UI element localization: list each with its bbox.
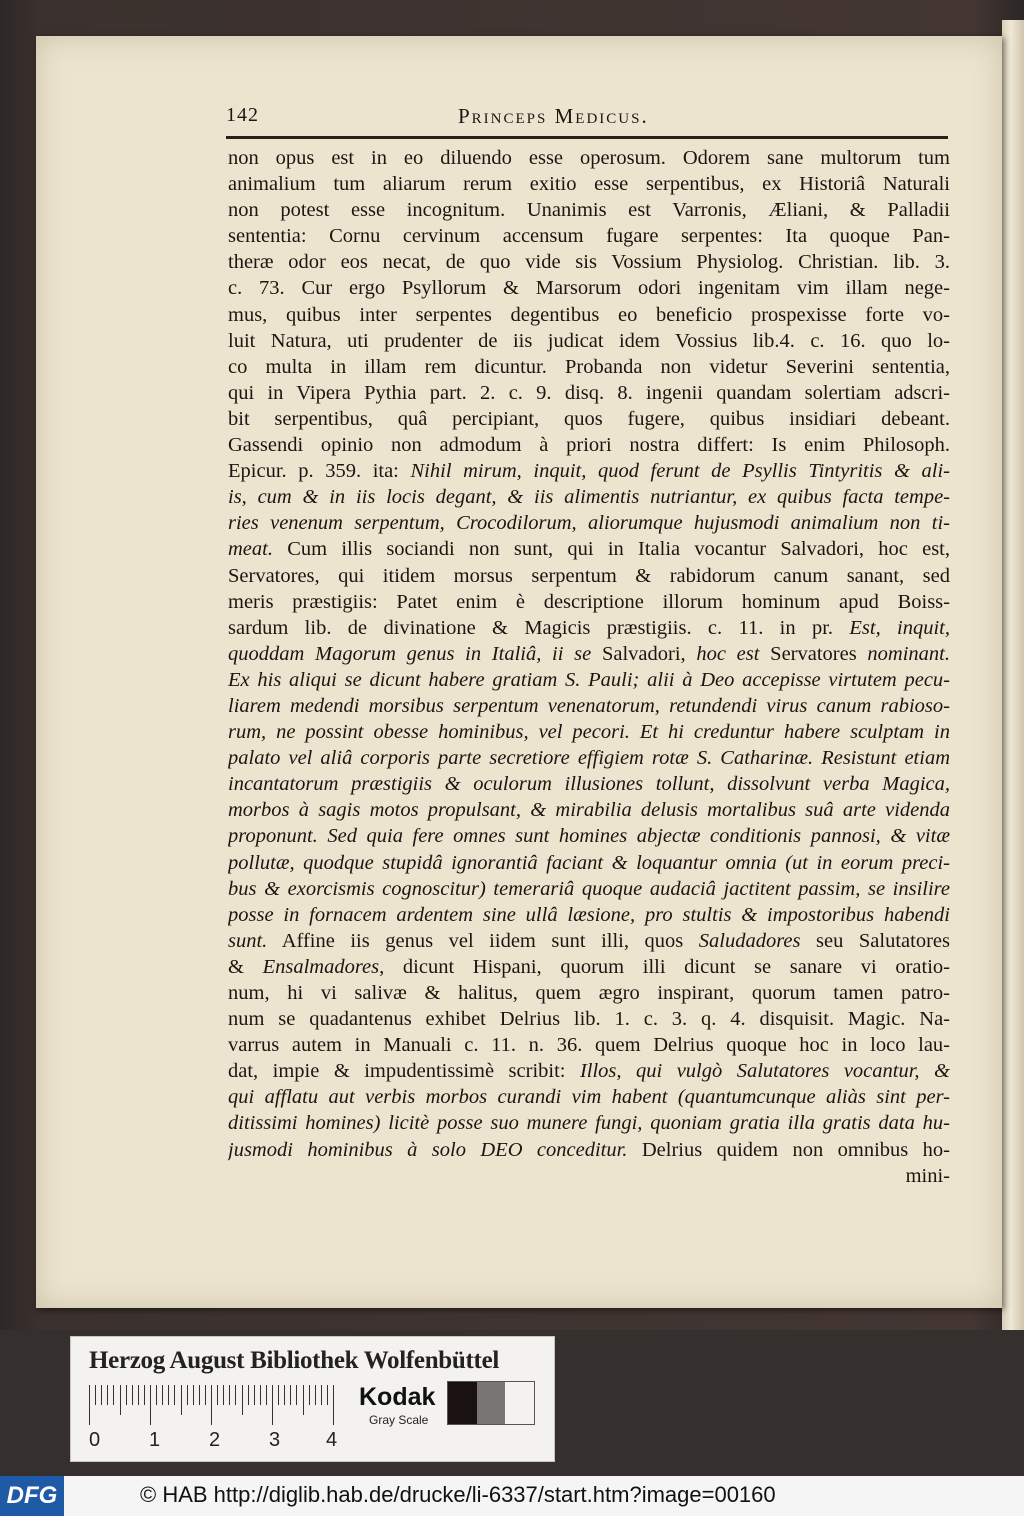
ruler-tick <box>278 1385 279 1405</box>
ruler-label: 3 <box>269 1429 281 1451</box>
ruler-tick <box>229 1385 230 1405</box>
ruler-tick <box>223 1385 224 1405</box>
roman-run: bit serpentibus, quâ percipiant, quos fugere, quibus insidiari debeant. <box>228 407 950 430</box>
italic-run: Ex his aliqui se dicunt habere gratiam S. Pauli; alii à Deo accepisse virtutem pecu- <box>228 668 950 691</box>
roman-run: dat, impie & impudentissimè scribit: <box>228 1060 580 1083</box>
text-line <box>228 1110 950 1136</box>
italic-run: qui afflatu aut verbis morbos curandi vim habent (quantumcunque aliàs sint per- <box>228 1086 950 1109</box>
gray-scale-swatches <box>447 1381 535 1425</box>
roman-run: & <box>228 955 263 978</box>
text-line <box>228 954 950 980</box>
ruler-tick <box>217 1385 218 1405</box>
text-line <box>228 928 950 954</box>
text-line <box>228 145 950 171</box>
ruler-tick <box>303 1385 304 1415</box>
text-line <box>228 354 950 380</box>
gray-scale-label: Gray Scale <box>369 1413 429 1427</box>
ruler-label: 4 <box>326 1429 338 1451</box>
ruler-tick <box>120 1385 121 1415</box>
italic-run: sunt. <box>228 929 268 952</box>
ruler-tick <box>309 1385 310 1405</box>
ruler-tick <box>290 1385 291 1405</box>
text-line <box>228 850 950 876</box>
text-line <box>228 563 950 589</box>
ruler-tick <box>193 1385 194 1405</box>
text-line <box>228 1084 950 1110</box>
italic-run: morbos à sagis motos propulsant, & mirabilia delusis mortalibus suâ arte videnda <box>228 799 950 822</box>
ruler-tick <box>205 1385 206 1405</box>
ruler-tick <box>156 1385 157 1405</box>
italic-run: Saludadores <box>698 929 801 952</box>
italic-run: proponunt. Sed quia fere omnes sunt homines abjectæ conditionis pannosi, & vitæ <box>228 825 950 848</box>
ruler-tick <box>181 1385 182 1415</box>
italic-run: jusmodi hominibus à solo DEO conceditur. <box>228 1138 628 1161</box>
roman-run: luit Natura, uti prudenter de iis judicat idem Vossius lib.4. c. 16. quo lo- <box>228 329 950 352</box>
italic-run: liarem medendi morsibus serpentum venenatorum, retundendi virus canum rabioso- <box>228 694 950 717</box>
roman-run: Salvadori, <box>591 642 697 665</box>
roman-run: Gassendi opinio non admodum à priori nostra differt: Is enim Philosoph. <box>228 434 950 457</box>
text-line <box>228 328 950 354</box>
italic-run: posse in fornacem ardentem sine ullâ læsione, pro stultis & impostoribus habendi <box>228 903 950 926</box>
italic-run: Nihil mirum, inquit, quod ferunt de Psyllis Tintyritis & ali- <box>410 460 950 483</box>
ruler-tick <box>113 1385 114 1405</box>
text-line <box>228 980 950 1006</box>
text-line <box>228 536 950 562</box>
ruler-tick <box>266 1385 267 1405</box>
roman-run: non opus est in eo diluendo esse operosum. Odorem sane multorum tum <box>228 147 950 169</box>
roman-run: num se quadantenus exhibet Delrius lib. 1. c. 3. q. 4. disquisit. Magic. Na- <box>228 1008 950 1031</box>
ruler-tick <box>327 1385 328 1405</box>
roman-run: varrus autem in Manuali c. 11. n. 36. quem Delrius quoque hoc in loco lau- <box>228 1034 950 1057</box>
roman-run: c. 73. Cur ergo Psyllorum & Marsorum odori ingenitam vim illam nege- <box>228 277 950 300</box>
ruler-tick <box>199 1385 200 1405</box>
roman-run: co multa in illam rem dicuntur. Probanda non videtur Severini sententia, <box>228 355 950 378</box>
ruler-tick <box>107 1385 108 1405</box>
roman-run: seu Salutatores <box>800 929 950 952</box>
text-line <box>228 458 950 484</box>
swatch-light <box>505 1382 534 1424</box>
ruler-tick <box>174 1385 175 1405</box>
roman-run: theræ odor eos necat, de quo vide sis Vossium Physiolog. Christian. lib. 3. <box>228 251 950 274</box>
text-line <box>228 432 950 458</box>
italic-run: bus & exorcismis cognoscitur) temerariâ quoque audaciâ jactitent passim, se insilire <box>228 877 950 900</box>
ruler-label: 2 <box>209 1429 221 1451</box>
ruler-tick <box>150 1385 151 1425</box>
italic-run: Illos, qui vulgò Salutatores vocantur, & <box>579 1060 950 1083</box>
text-line <box>228 719 950 745</box>
text-line <box>228 902 950 928</box>
italic-run: pollutæ, quodque stupidâ ignorantiâ faciant & loquantur omnia (ut in eorum preci- <box>228 851 950 874</box>
ruler-tick <box>272 1385 273 1425</box>
text-line <box>228 641 950 667</box>
ruler-tick <box>138 1385 139 1405</box>
page-number: 142 <box>226 104 259 126</box>
roman-run: sententia: Cornu cervinum accensum fugare serpentes: Ita quoque Pan- <box>228 225 950 248</box>
copyright-link[interactable]: © HAB http://diglib.hab.de/drucke/li-6337/start.htm?image=00160 <box>140 1482 776 1507</box>
ruler-scale <box>89 1385 339 1427</box>
adjacent-page-edge <box>1002 20 1024 1330</box>
dfg-logo[interactable]: DFG <box>0 1476 64 1516</box>
ruler-tick <box>144 1385 145 1405</box>
roman-run: Servatores, qui itidem morsus serpentum & rabidorum canum sanant, sed <box>228 564 950 587</box>
text-line <box>228 771 950 797</box>
ruler-tick <box>132 1385 133 1405</box>
ruler-tick <box>296 1385 297 1405</box>
text-line <box>228 275 950 301</box>
text-line <box>228 484 950 510</box>
roman-run: Cum illis sociandi non sunt, qui in Italia vocantur Salvadori, hoc est, <box>272 538 950 561</box>
ruler-tick <box>168 1385 169 1405</box>
text-line <box>228 249 950 275</box>
roman-run: Affine iis genus vel iidem sunt illi, quos <box>267 929 699 952</box>
italic-run: incantatorum præstigiis & oculorum illusiones tollunt, dissolvunt verba Magica, <box>228 773 950 796</box>
italic-run: is, cum & in iis locis degant, & iis alimentis nutriantur, ex quibus facta tempe- <box>228 486 950 509</box>
roman-run: qui in Vipera Pythia part. 2. c. 9. disq. 8. ingenii quandam solertiam adscri- <box>228 381 950 404</box>
roman-run: mus, quibus inter serpentes degentibus eo beneficio prospexisse forte vo- <box>228 303 950 326</box>
ruler-tick <box>95 1385 96 1405</box>
roman-run: meris præstigiis: Patet enim è descriptione illorum hominum apud Boiss- <box>228 590 950 613</box>
ruler-tick <box>126 1385 127 1405</box>
text-line <box>228 1032 950 1058</box>
ruler-tick <box>321 1385 322 1405</box>
ruler-tick <box>162 1385 163 1405</box>
roman-run: Epicur. p. 359. ita: <box>228 460 411 483</box>
library-label-card <box>70 1336 555 1462</box>
swatch-mid <box>477 1382 506 1424</box>
body-text <box>228 145 950 1189</box>
italic-run: ries venenum serpentum, Crocodilorum, aliorumque hujusmodi animalium non ti- <box>228 512 950 535</box>
ruler-tick <box>101 1385 102 1405</box>
text-line <box>228 876 950 902</box>
text-line <box>228 823 950 849</box>
ruler-tick <box>284 1385 285 1405</box>
roman-run: non potest esse incognitum. Unanimis est Varronis, Æliani, & Palladii <box>228 199 950 222</box>
ruler-tick <box>235 1385 236 1405</box>
roman-run: sardum lib. de divinatione & Magicis præstigiis. c. 11. in pr. <box>228 616 850 639</box>
italic-run: Ensalmadores <box>262 955 380 978</box>
text-line <box>228 197 950 223</box>
ruler-tick <box>89 1385 90 1425</box>
italic-run: meat. <box>228 538 273 561</box>
text-line <box>228 1058 950 1084</box>
kodak-logo-text: Kodak <box>359 1383 436 1411</box>
header-rule <box>226 136 948 139</box>
ruler-label: 1 <box>149 1429 161 1451</box>
text-line <box>228 380 950 406</box>
ruler-tick <box>254 1385 255 1405</box>
library-name: Herzog August Bibliothek Wolfenbüttel <box>89 1347 500 1374</box>
text-line <box>228 223 950 249</box>
text-line <box>228 1163 950 1189</box>
roman-run: mini- <box>905 1164 950 1187</box>
text-line <box>228 745 950 771</box>
text-line <box>228 406 950 432</box>
roman-run: num, hi vi salivæ & halitus, quem ægro inspirant, quorum tamen patro- <box>228 982 950 1004</box>
text-line <box>228 1006 950 1032</box>
text-line <box>228 589 950 615</box>
text-line <box>228 615 950 641</box>
ruler-tick <box>333 1385 334 1425</box>
ruler-tick <box>260 1385 261 1405</box>
text-line <box>228 667 950 693</box>
ruler-tick <box>248 1385 249 1405</box>
roman-run: Delrius quidem non omnibus ho- <box>627 1138 950 1161</box>
text-line <box>228 693 950 719</box>
italic-run: ditissimi homines) licitè posse suo munere fungi, quoniam gratia illa gratis data hu- <box>228 1112 950 1135</box>
text-line <box>228 171 950 197</box>
roman-run: animalium tum aliarum rerum exitio esse serpentibus, ex Historiâ Naturali <box>228 173 950 196</box>
text-line <box>228 510 950 536</box>
italic-run: hoc est <box>696 642 760 665</box>
text-line <box>228 797 950 823</box>
ruler-tick <box>315 1385 316 1405</box>
ruler-tick <box>242 1385 243 1415</box>
ruler-tick <box>187 1385 188 1405</box>
ruler-label: 0 <box>89 1429 101 1451</box>
italic-run: quoddam Magorum genus in Italiâ, ii se <box>228 642 592 665</box>
running-head: Princeps Medicus. <box>458 104 649 128</box>
italic-run: nominant. <box>867 642 950 665</box>
italic-run: Est, inquit, <box>849 616 950 639</box>
footer-bar <box>0 1476 1024 1516</box>
text-line <box>228 1137 950 1163</box>
roman-run: , dicunt Hispani, quorum illi dicunt se sanare vi oratio- <box>379 955 950 978</box>
ruler-tick <box>211 1385 212 1425</box>
italic-run: palato vel aliâ corporis parte secretiore effigiem rotæ S. Catharinæ. Resistunt etiam <box>228 747 950 770</box>
text-line <box>228 302 950 328</box>
roman-run: Servatores <box>759 642 868 665</box>
swatch-dark <box>448 1382 477 1424</box>
italic-run: rum, ne possint obesse hominibus, vel pecori. Et hi creduntur habere sculptam in <box>228 721 950 744</box>
